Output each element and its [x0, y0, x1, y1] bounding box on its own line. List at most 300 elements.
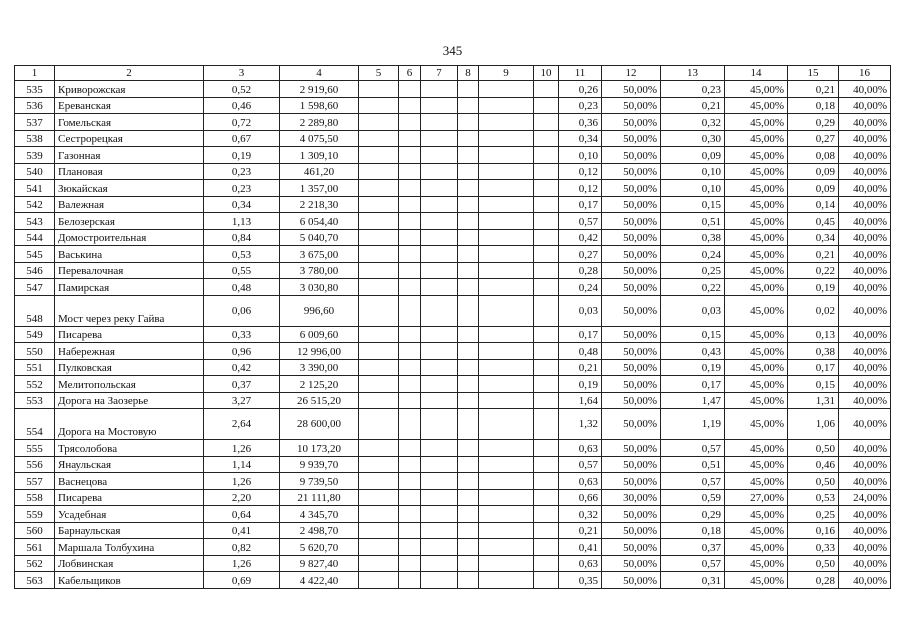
value-cell-c13: 0,38 — [661, 229, 725, 246]
empty-cell-col-9 — [479, 506, 534, 523]
empty-cell-col-6 — [399, 279, 421, 296]
empty-cell-col-5 — [359, 522, 399, 539]
empty-cell-col-10 — [534, 180, 559, 197]
value-cell-c12: 50,00% — [602, 326, 661, 343]
value-cell-c4: 2 289,80 — [280, 114, 359, 131]
empty-cell-col-7 — [421, 180, 458, 197]
empty-cell-col-10 — [534, 147, 559, 164]
value-cell-c15: 0,25 — [788, 506, 839, 523]
value-cell-c4: 3 030,80 — [280, 279, 359, 296]
value-cell-c13: 0,37 — [661, 539, 725, 556]
value-cell-c4: 26 515,20 — [280, 392, 359, 409]
empty-cell-col-7 — [421, 343, 458, 360]
value-cell-c13: 0,03 — [661, 295, 725, 326]
value-cell-c13: 0,24 — [661, 246, 725, 263]
value-cell-c13: 0,43 — [661, 343, 725, 360]
value-cell-c16: 40,00% — [839, 196, 891, 213]
empty-cell-col-6 — [399, 539, 421, 556]
table-row — [15, 196, 891, 213]
row-number-cell: 545 — [15, 246, 55, 263]
empty-cell-col-6 — [399, 343, 421, 360]
value-cell-c14: 45,00% — [725, 229, 788, 246]
empty-cell-col-8 — [458, 81, 479, 98]
empty-cell-col-8 — [458, 489, 479, 506]
value-cell-c14: 45,00% — [725, 196, 788, 213]
value-cell-c4: 4 422,40 — [280, 572, 359, 589]
empty-cell-col-5 — [359, 473, 399, 490]
row-number-cell: 559 — [15, 506, 55, 523]
empty-cell-col-10 — [534, 456, 559, 473]
empty-cell-col-7 — [421, 440, 458, 457]
empty-cell-col-7 — [421, 572, 458, 589]
empty-cell-col-5 — [359, 376, 399, 393]
empty-cell-col-5 — [359, 163, 399, 180]
column-header-4: 4 — [280, 66, 359, 81]
value-cell-c16: 40,00% — [839, 409, 891, 440]
value-cell-c3: 3,27 — [204, 392, 280, 409]
value-cell-c3: 2,64 — [204, 409, 280, 440]
value-cell-c3: 0,53 — [204, 246, 280, 263]
value-cell-c12: 50,00% — [602, 196, 661, 213]
table-row — [15, 506, 891, 523]
empty-cell-col-9 — [479, 279, 534, 296]
row-number-cell: 556 — [15, 456, 55, 473]
empty-cell-col-6 — [399, 440, 421, 457]
empty-cell-col-10 — [534, 114, 559, 131]
value-cell-c12: 50,00% — [602, 97, 661, 114]
empty-cell-col-7 — [421, 555, 458, 572]
value-cell-c4: 4 075,50 — [280, 130, 359, 147]
value-cell-c4: 2 919,60 — [280, 81, 359, 98]
empty-cell-col-5 — [359, 392, 399, 409]
empty-cell-col-5 — [359, 409, 399, 440]
empty-cell-col-10 — [534, 97, 559, 114]
value-cell-c13: 0,15 — [661, 326, 725, 343]
value-cell-c12: 50,00% — [602, 506, 661, 523]
street-name-cell: Кабельщиков — [55, 572, 204, 589]
value-cell-c11: 0,63 — [559, 555, 602, 572]
table-row — [15, 522, 891, 539]
row-number-cell: 558 — [15, 489, 55, 506]
table-row — [15, 539, 891, 556]
street-name-cell: Гомельская — [55, 114, 204, 131]
value-cell-c4: 4 345,70 — [280, 506, 359, 523]
empty-cell-col-6 — [399, 326, 421, 343]
value-cell-c15: 0,18 — [788, 97, 839, 114]
empty-cell-col-9 — [479, 359, 534, 376]
value-cell-c12: 50,00% — [602, 114, 661, 131]
empty-cell-col-7 — [421, 326, 458, 343]
value-cell-c12: 50,00% — [602, 409, 661, 440]
empty-cell-col-8 — [458, 572, 479, 589]
column-header-13: 13 — [661, 66, 725, 81]
value-cell-c14: 45,00% — [725, 262, 788, 279]
street-name-cell: Газонная — [55, 147, 204, 164]
value-cell-c11: 0,12 — [559, 163, 602, 180]
table-row — [15, 97, 891, 114]
value-cell-c14: 45,00% — [725, 343, 788, 360]
table-row — [15, 114, 891, 131]
empty-cell-col-6 — [399, 409, 421, 440]
value-cell-c4: 12 996,00 — [280, 343, 359, 360]
value-cell-c4: 9 827,40 — [280, 555, 359, 572]
value-cell-c11: 0,19 — [559, 376, 602, 393]
column-header-8: 8 — [458, 66, 479, 81]
value-cell-c4: 3 390,00 — [280, 359, 359, 376]
value-cell-c12: 50,00% — [602, 262, 661, 279]
empty-cell-col-9 — [479, 180, 534, 197]
value-cell-c16: 40,00% — [839, 213, 891, 230]
row-number-cell: 561 — [15, 539, 55, 556]
value-cell-c16: 40,00% — [839, 262, 891, 279]
empty-cell-col-9 — [479, 196, 534, 213]
empty-cell-col-8 — [458, 376, 479, 393]
value-cell-c3: 0,72 — [204, 114, 280, 131]
value-cell-c16: 24,00% — [839, 489, 891, 506]
value-cell-c4: 996,60 — [280, 295, 359, 326]
value-cell-c14: 45,00% — [725, 326, 788, 343]
value-cell-c16: 40,00% — [839, 359, 891, 376]
table-row — [15, 489, 891, 506]
empty-cell-col-10 — [534, 295, 559, 326]
column-header-3: 3 — [204, 66, 280, 81]
empty-cell-col-9 — [479, 81, 534, 98]
column-header-1: 1 — [15, 66, 55, 81]
value-cell-c3: 0,19 — [204, 147, 280, 164]
value-cell-c3: 0,52 — [204, 81, 280, 98]
empty-cell-col-8 — [458, 473, 479, 490]
row-number-cell: 550 — [15, 343, 55, 360]
street-name-cell: Валежная — [55, 196, 204, 213]
table-row — [15, 326, 891, 343]
empty-cell-col-5 — [359, 506, 399, 523]
value-cell-c12: 50,00% — [602, 555, 661, 572]
value-cell-c3: 1,13 — [204, 213, 280, 230]
value-cell-c13: 0,17 — [661, 376, 725, 393]
table-row — [15, 163, 891, 180]
value-cell-c13: 0,10 — [661, 180, 725, 197]
value-cell-c3: 0,23 — [204, 163, 280, 180]
row-number-cell: 541 — [15, 180, 55, 197]
table-row — [15, 456, 891, 473]
value-cell-c4: 3 675,00 — [280, 246, 359, 263]
value-cell-c13: 0,15 — [661, 196, 725, 213]
value-cell-c11: 0,63 — [559, 473, 602, 490]
value-cell-c16: 40,00% — [839, 506, 891, 523]
empty-cell-col-10 — [534, 522, 559, 539]
empty-cell-col-9 — [479, 522, 534, 539]
value-cell-c12: 50,00% — [602, 130, 661, 147]
empty-cell-col-10 — [534, 229, 559, 246]
empty-cell-col-5 — [359, 213, 399, 230]
value-cell-c3: 0,06 — [204, 295, 280, 326]
empty-cell-col-6 — [399, 196, 421, 213]
row-number-cell: 542 — [15, 196, 55, 213]
value-cell-c4: 1 357,00 — [280, 180, 359, 197]
value-cell-c13: 0,25 — [661, 262, 725, 279]
value-cell-c4: 5 620,70 — [280, 539, 359, 556]
value-cell-c16: 40,00% — [839, 440, 891, 457]
row-number-cell: 563 — [15, 572, 55, 589]
empty-cell-col-5 — [359, 359, 399, 376]
value-cell-c13: 0,18 — [661, 522, 725, 539]
table-row — [15, 279, 891, 296]
value-cell-c11: 0,26 — [559, 81, 602, 98]
value-cell-c12: 50,00% — [602, 539, 661, 556]
table-header-row — [15, 66, 891, 81]
value-cell-c13: 0,21 — [661, 97, 725, 114]
value-cell-c13: 0,09 — [661, 147, 725, 164]
empty-cell-col-9 — [479, 539, 534, 556]
column-header-6: 6 — [399, 66, 421, 81]
value-cell-c4: 2 498,70 — [280, 522, 359, 539]
table-row — [15, 81, 891, 98]
column-header-11: 11 — [559, 66, 602, 81]
value-cell-c11: 1,32 — [559, 409, 602, 440]
value-cell-c14: 45,00% — [725, 213, 788, 230]
empty-cell-col-6 — [399, 376, 421, 393]
value-cell-c15: 0,50 — [788, 440, 839, 457]
row-number-cell: 562 — [15, 555, 55, 572]
empty-cell-col-8 — [458, 114, 479, 131]
value-cell-c3: 0,64 — [204, 506, 280, 523]
value-cell-c15: 0,22 — [788, 262, 839, 279]
street-name-cell: Янаульская — [55, 456, 204, 473]
table-row — [15, 130, 891, 147]
street-name-cell: Лобвинская — [55, 555, 204, 572]
empty-cell-col-7 — [421, 376, 458, 393]
value-cell-c14: 45,00% — [725, 409, 788, 440]
value-cell-c14: 45,00% — [725, 506, 788, 523]
value-cell-c3: 0,34 — [204, 196, 280, 213]
value-cell-c3: 1,26 — [204, 555, 280, 572]
empty-cell-col-9 — [479, 555, 534, 572]
empty-cell-col-6 — [399, 359, 421, 376]
empty-cell-col-8 — [458, 180, 479, 197]
empty-cell-col-5 — [359, 572, 399, 589]
value-cell-c11: 0,63 — [559, 440, 602, 457]
column-header-10: 10 — [534, 66, 559, 81]
row-number-cell: 536 — [15, 97, 55, 114]
empty-cell-col-7 — [421, 229, 458, 246]
empty-cell-col-5 — [359, 97, 399, 114]
value-cell-c16: 40,00% — [839, 522, 891, 539]
value-cell-c12: 50,00% — [602, 213, 661, 230]
empty-cell-col-5 — [359, 147, 399, 164]
value-cell-c12: 50,00% — [602, 522, 661, 539]
empty-cell-col-8 — [458, 456, 479, 473]
row-number-cell: 549 — [15, 326, 55, 343]
empty-cell-col-9 — [479, 409, 534, 440]
empty-cell-col-7 — [421, 473, 458, 490]
value-cell-c11: 0,32 — [559, 506, 602, 523]
empty-cell-col-7 — [421, 147, 458, 164]
value-cell-c4: 9 739,50 — [280, 473, 359, 490]
value-cell-c14: 45,00% — [725, 572, 788, 589]
empty-cell-col-6 — [399, 555, 421, 572]
value-cell-c15: 0,29 — [788, 114, 839, 131]
empty-cell-col-7 — [421, 506, 458, 523]
table-row — [15, 229, 891, 246]
empty-cell-col-5 — [359, 343, 399, 360]
value-cell-c13: 1,47 — [661, 392, 725, 409]
street-name-cell: Васнецова — [55, 473, 204, 490]
value-cell-c4: 21 111,80 — [280, 489, 359, 506]
street-name-cell: Усадебная — [55, 506, 204, 523]
empty-cell-col-9 — [479, 295, 534, 326]
empty-cell-col-9 — [479, 376, 534, 393]
empty-cell-col-5 — [359, 130, 399, 147]
value-cell-c13: 0,23 — [661, 81, 725, 98]
table-row — [15, 440, 891, 457]
value-cell-c16: 40,00% — [839, 572, 891, 589]
value-cell-c13: 0,51 — [661, 456, 725, 473]
empty-cell-col-6 — [399, 97, 421, 114]
empty-cell-col-8 — [458, 440, 479, 457]
street-name-cell: Памирская — [55, 279, 204, 296]
value-cell-c12: 30,00% — [602, 489, 661, 506]
value-cell-c13: 0,32 — [661, 114, 725, 131]
empty-cell-col-5 — [359, 489, 399, 506]
empty-cell-col-6 — [399, 163, 421, 180]
column-header-2: 2 — [55, 66, 204, 81]
empty-cell-col-10 — [534, 539, 559, 556]
empty-cell-col-9 — [479, 473, 534, 490]
empty-cell-col-10 — [534, 163, 559, 180]
value-cell-c14: 45,00% — [725, 246, 788, 263]
empty-cell-col-7 — [421, 359, 458, 376]
empty-cell-col-9 — [479, 163, 534, 180]
value-cell-c12: 50,00% — [602, 572, 661, 589]
empty-cell-col-8 — [458, 97, 479, 114]
table-row — [15, 246, 891, 263]
empty-cell-col-5 — [359, 539, 399, 556]
empty-cell-col-10 — [534, 489, 559, 506]
value-cell-c4: 10 173,20 — [280, 440, 359, 457]
empty-cell-col-8 — [458, 147, 479, 164]
value-cell-c14: 45,00% — [725, 539, 788, 556]
value-cell-c14: 45,00% — [725, 522, 788, 539]
value-cell-c14: 45,00% — [725, 376, 788, 393]
empty-cell-col-8 — [458, 213, 479, 230]
table-row — [15, 409, 891, 440]
empty-cell-col-5 — [359, 279, 399, 296]
empty-cell-col-5 — [359, 246, 399, 263]
value-cell-c15: 0,45 — [788, 213, 839, 230]
empty-cell-col-7 — [421, 114, 458, 131]
value-cell-c3: 0,82 — [204, 539, 280, 556]
empty-cell-col-10 — [534, 376, 559, 393]
value-cell-c11: 0,48 — [559, 343, 602, 360]
value-cell-c11: 0,21 — [559, 359, 602, 376]
empty-cell-col-5 — [359, 440, 399, 457]
empty-cell-col-7 — [421, 392, 458, 409]
value-cell-c14: 45,00% — [725, 473, 788, 490]
row-number-cell: 547 — [15, 279, 55, 296]
value-cell-c12: 50,00% — [602, 343, 661, 360]
value-cell-c16: 40,00% — [839, 456, 891, 473]
street-name-cell: Плановая — [55, 163, 204, 180]
value-cell-c13: 0,59 — [661, 489, 725, 506]
empty-cell-col-6 — [399, 473, 421, 490]
street-name-cell: Маршала Толбухина — [55, 539, 204, 556]
table-row — [15, 343, 891, 360]
value-cell-c15: 0,50 — [788, 555, 839, 572]
empty-cell-col-10 — [534, 81, 559, 98]
value-cell-c12: 50,00% — [602, 180, 661, 197]
empty-cell-col-5 — [359, 114, 399, 131]
empty-cell-col-9 — [479, 489, 534, 506]
value-cell-c15: 0,28 — [788, 572, 839, 589]
empty-cell-col-7 — [421, 213, 458, 230]
row-number-cell: 557 — [15, 473, 55, 490]
value-cell-c15: 0,33 — [788, 539, 839, 556]
empty-cell-col-9 — [479, 114, 534, 131]
value-cell-c14: 45,00% — [725, 392, 788, 409]
value-cell-c13: 0,57 — [661, 473, 725, 490]
empty-cell-col-9 — [479, 392, 534, 409]
street-name-cell: Дорога на Заозерье — [55, 392, 204, 409]
value-cell-c13: 0,19 — [661, 359, 725, 376]
empty-cell-col-6 — [399, 229, 421, 246]
row-number-cell: 546 — [15, 262, 55, 279]
value-cell-c14: 45,00% — [725, 130, 788, 147]
value-cell-c3: 0,33 — [204, 326, 280, 343]
value-cell-c16: 40,00% — [839, 81, 891, 98]
value-cell-c3: 0,41 — [204, 522, 280, 539]
value-cell-c16: 40,00% — [839, 376, 891, 393]
value-cell-c14: 45,00% — [725, 456, 788, 473]
table-row — [15, 473, 891, 490]
empty-cell-col-7 — [421, 196, 458, 213]
empty-cell-col-8 — [458, 279, 479, 296]
value-cell-c4: 6 054,40 — [280, 213, 359, 230]
row-number-cell: 544 — [15, 229, 55, 246]
value-cell-c16: 40,00% — [839, 326, 891, 343]
row-number-cell: 540 — [15, 163, 55, 180]
empty-cell-col-7 — [421, 522, 458, 539]
empty-cell-col-10 — [534, 130, 559, 147]
value-cell-c12: 50,00% — [602, 81, 661, 98]
value-cell-c14: 45,00% — [725, 163, 788, 180]
value-cell-c3: 0,48 — [204, 279, 280, 296]
row-number-cell: 537 — [15, 114, 55, 131]
value-cell-c12: 50,00% — [602, 392, 661, 409]
row-number-cell: 535 — [15, 81, 55, 98]
row-number-cell: 538 — [15, 130, 55, 147]
page-number: 345 — [442, 43, 463, 58]
empty-cell-col-6 — [399, 81, 421, 98]
value-cell-c11: 0,36 — [559, 114, 602, 131]
table-row — [15, 262, 891, 279]
value-cell-c12: 50,00% — [602, 295, 661, 326]
empty-cell-col-8 — [458, 343, 479, 360]
empty-cell-col-6 — [399, 489, 421, 506]
table-row — [15, 359, 891, 376]
value-cell-c16: 40,00% — [839, 295, 891, 326]
empty-cell-col-8 — [458, 130, 479, 147]
value-cell-c14: 45,00% — [725, 81, 788, 98]
street-name-cell: Набережная — [55, 343, 204, 360]
value-cell-c11: 0,41 — [559, 539, 602, 556]
street-name-cell: Зюкайская — [55, 180, 204, 197]
value-cell-c14: 27,00% — [725, 489, 788, 506]
value-cell-c16: 40,00% — [839, 114, 891, 131]
empty-cell-col-9 — [479, 130, 534, 147]
value-cell-c16: 40,00% — [839, 163, 891, 180]
value-cell-c13: 0,22 — [661, 279, 725, 296]
empty-cell-col-6 — [399, 114, 421, 131]
